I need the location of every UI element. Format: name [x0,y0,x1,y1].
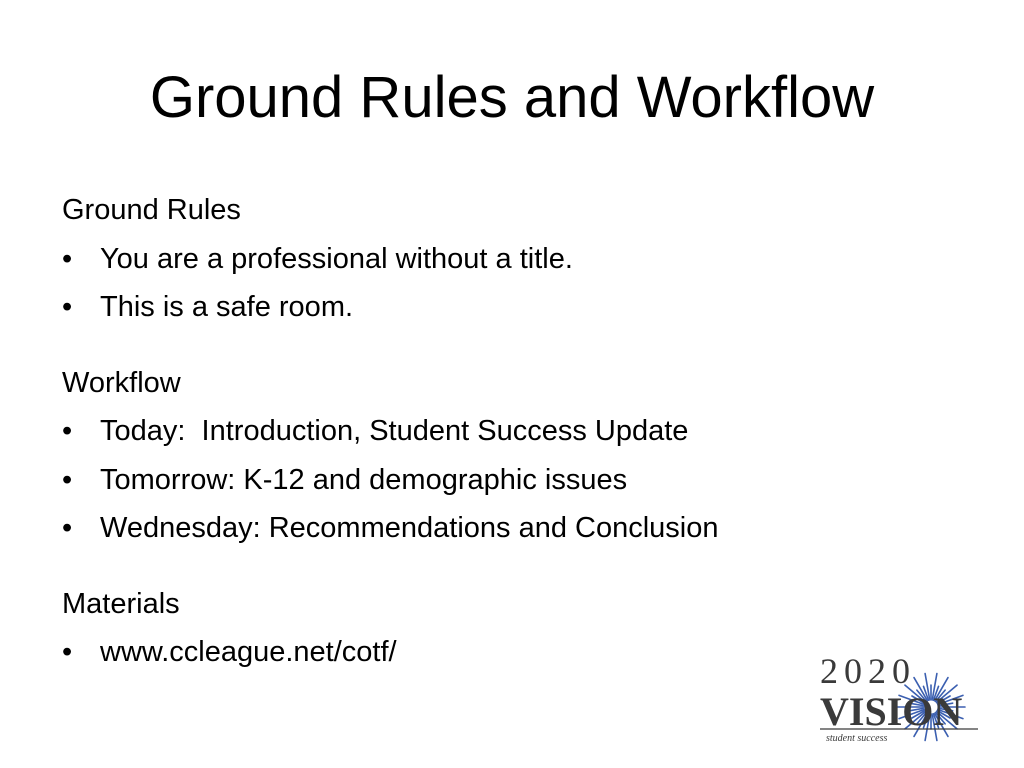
section-heading: Materials [62,587,180,620]
bullet-item [62,456,962,505]
logo-vision: VISION [820,689,963,734]
bullet-item [62,504,962,553]
section-workflow [62,359,962,553]
bullet-icon: • [62,415,73,447]
bullet-item [62,235,962,284]
bullet-text: Tomorrow: K-12 and demographic issues [100,463,628,496]
section-heading: Workflow [62,366,181,399]
bullet-icon: • [62,463,73,496]
bullet-icon: • [62,636,73,668]
bullet-list [62,407,962,553]
section-ground-rules [62,186,962,332]
section-heading: Ground Rules [62,194,241,226]
bullet-item [62,407,962,456]
bullet-text: This is a safe room. [100,291,354,323]
vision-2020-logo [818,655,982,751]
materials-link[interactable]: www.ccleague.net/cotf/ [100,636,397,668]
slide-content [62,186,962,677]
bullet-icon: • [62,242,73,275]
bullet-icon: • [62,512,73,544]
logo-tagline: student success [826,733,888,744]
bullet-list [62,235,962,332]
slide-title: Ground Rules and Workflow [149,65,875,130]
bullet-item [62,283,962,332]
bullet-text: Wednesday: Recommendations and Conclusion [100,512,719,544]
logo-graphic [818,655,982,751]
logo-year: 2020 [820,655,916,691]
bullet-text: Today: Introduction, Student Success Update [100,415,689,447]
bullet-text: You are a professional without a title. [100,242,573,275]
bullet-icon: • [62,291,73,323]
